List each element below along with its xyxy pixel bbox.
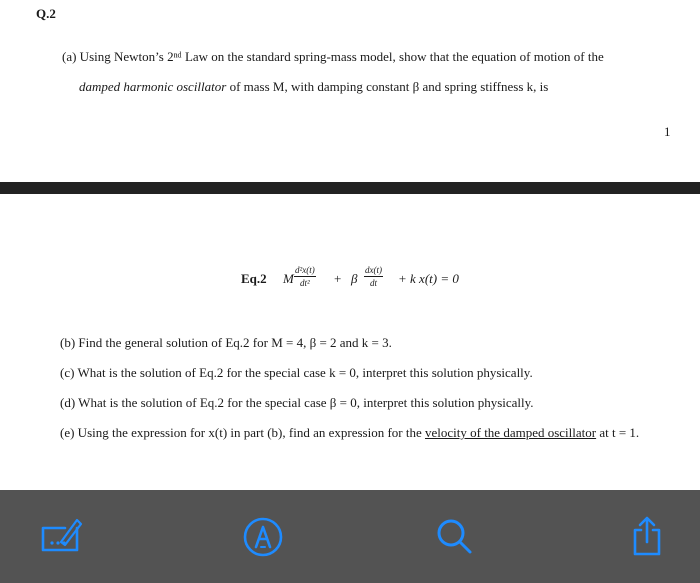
part-e-prefix: (e) Using the expression for x(t) in part (b), find an expression for the: [60, 425, 425, 440]
bottom-toolbar: [0, 490, 700, 583]
equation-beta: β: [351, 271, 358, 286]
page-number: 1: [664, 124, 671, 139]
part-b: (b) Find the general solution of Eq.2 for M = 4, β = 2 and k = 3.: [60, 335, 392, 350]
part-c: (c) What is the solution of Eq.2 for the special case k = 0, interpret this solution physically.: [60, 365, 533, 380]
page-divider: [0, 182, 700, 194]
fraction-numerator: dx(t): [365, 265, 382, 275]
part-a-italic-term: damped harmonic oscillator: [79, 79, 227, 94]
part-d: (d) What is the solution of Eq.2 for the special case β = 0, interpret this solution physically.: [60, 395, 534, 410]
question-number: Q.2: [36, 6, 56, 21]
part-e-suffix: at t = 1.: [596, 425, 640, 440]
fraction-denominator: dt²: [299, 278, 310, 288]
search-icon[interactable]: [432, 514, 478, 560]
equation-mass: M: [283, 271, 294, 286]
part-e: [60, 425, 639, 441]
equation-plus: +: [334, 271, 342, 286]
markup-icon[interactable]: [37, 514, 83, 560]
part-e-underlined: velocity of the damped oscillator: [424, 425, 597, 440]
share-icon[interactable]: [624, 514, 670, 560]
fraction-denominator: dt: [369, 278, 377, 288]
equation-remainder: + k x(t) = 0: [398, 271, 459, 286]
pen-annotate-icon[interactable]: [240, 514, 286, 560]
second-derivative-fraction: [294, 265, 316, 288]
fraction-numerator: d²x(t): [295, 265, 315, 275]
part-a-line-2-rest: of mass M, with damping constant β and spring stiffness k, is: [226, 79, 549, 94]
first-derivative-fraction: [364, 265, 383, 288]
part-a-line-1: (a) Using Newton’s 2ⁿᵈ Law on the standard spring-mass model, show that the equation of motion of the: [62, 49, 604, 64]
part-a-line-2: [79, 79, 548, 95]
equation-label: Eq.2: [241, 271, 267, 286]
